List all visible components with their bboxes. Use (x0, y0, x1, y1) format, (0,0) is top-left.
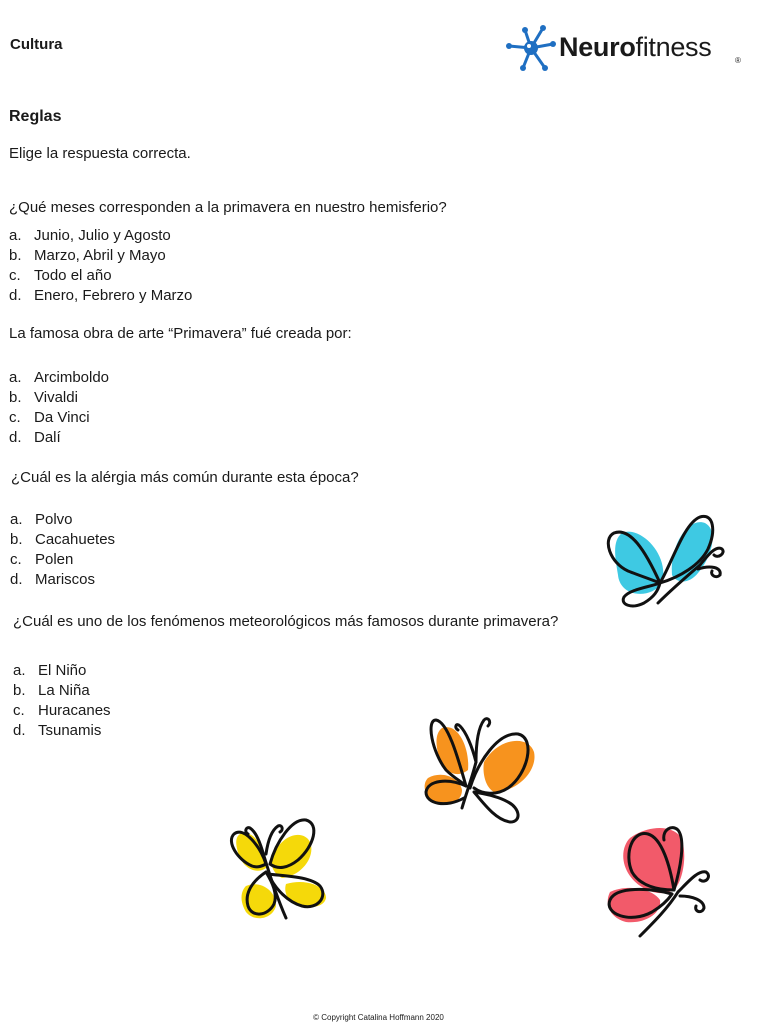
question-1-text: ¿Qué meses corresponden a la primavera en nuestro hemisferio? (9, 199, 447, 216)
copyright-text: © Copyright Catalina Hoffmann 2020 (313, 1013, 444, 1022)
question-4-options (13, 661, 111, 741)
question-3-text: ¿Cuál es la alérgia más común durante esta época? (11, 469, 359, 486)
list-item: a. El Niño (13, 662, 87, 679)
list-item: a. Polvo (10, 511, 73, 528)
list-item: b. Marzo, Abril y Mayo (9, 247, 166, 264)
list-item: d. Dalí (9, 429, 61, 446)
butterfly-icon (600, 505, 730, 615)
butterfly-icon (418, 708, 543, 833)
list-item: d. Tsunamis (13, 722, 102, 739)
butterfly-icon (226, 812, 336, 927)
list-item: a. Junio, Julio y Agosto (9, 227, 171, 244)
butterfly-icon (600, 820, 715, 945)
question-2-options (9, 368, 109, 448)
butterfly-pink-fill (608, 828, 685, 922)
list-item: b. Cacahuetes (10, 531, 116, 548)
question-1-options (9, 226, 192, 306)
logo-text-neuro: Neuro (559, 32, 636, 62)
list-item: d. Mariscos (10, 571, 96, 588)
list-item: c. Polen (10, 551, 74, 568)
question-4-text: ¿Cuál es uno de los fenómenos meteorológicos más famosos durante primavera? (13, 613, 559, 630)
list-item: c. Huracanes (13, 702, 111, 719)
category-title: Cultura (10, 36, 63, 53)
instruction-text: Elige la respuesta correcta. (9, 145, 191, 162)
neuron-icon (505, 22, 557, 74)
registered-mark: ® (735, 56, 741, 65)
list-item: a. Arcimboldo (9, 369, 110, 386)
list-item: c. Da Vinci (9, 409, 90, 426)
question-3-options (10, 510, 115, 590)
neurofitness-logo (505, 22, 750, 74)
logo-text-fitness: fitness (635, 32, 712, 62)
list-item: b. Vivaldi (9, 389, 78, 406)
list-item: d. Enero, Febrero y Marzo (9, 287, 193, 304)
list-item: c. Todo el año (9, 267, 112, 284)
question-2-text: La famosa obra de arte “Primavera” fué creada por: (9, 325, 352, 342)
list-item: b. La Niña (13, 682, 90, 699)
rules-title: Reglas (9, 108, 62, 125)
